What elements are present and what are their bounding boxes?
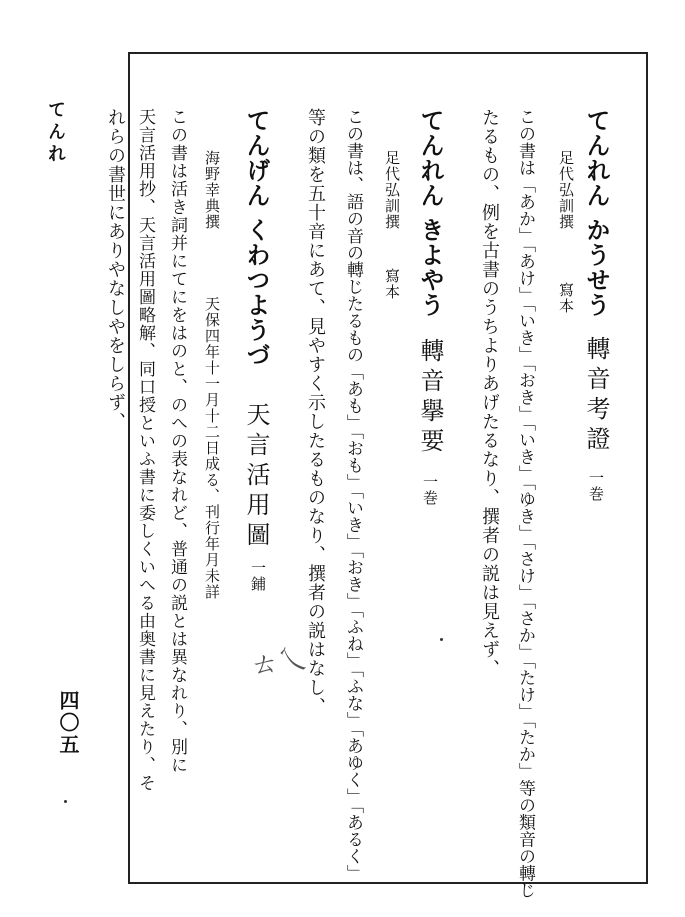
running-head: てんれ bbox=[45, 100, 66, 166]
entry-body-line: れらの書世にありやなしやをしらず、 bbox=[105, 108, 126, 431]
entry-format: 寫本 bbox=[383, 268, 401, 300]
handwritten-mark: ㄊ乀 bbox=[248, 641, 309, 682]
entry-body-line: この書は「あか」「あけ」「いき」「おき」「いき」「ゆき」「さけ」「さか」「たけ」「たか」等の類音の轉じ bbox=[515, 108, 535, 899]
entry-volumes: 一巻 bbox=[421, 474, 439, 506]
entry-body-line: たるもの、例を古書のうちよりあげたるなり、撰者の説は見えず、 bbox=[479, 108, 500, 678]
entry-body-line: 等の類を五十音にあて、見やすく示したるものなり、撰者の説はなし、 bbox=[305, 108, 326, 716]
entry-title: 轉音擧要 bbox=[416, 338, 444, 458]
entry-format: 寫本 bbox=[557, 282, 575, 314]
entry-volumes: 一鋪 bbox=[249, 560, 267, 592]
entry-volumes: 一巻 bbox=[587, 470, 605, 502]
ink-speck bbox=[64, 800, 67, 803]
entry-body-line: この書は、語の音の轉じたるもの「あも」「おも」「いき」「おき」「ふね」「ふな」「あゆく」「あるく」 bbox=[343, 108, 363, 882]
entry-body-line: 天言活用抄、天言活用圖略解、同口授といふ書に委しくいへる由奥書に見えたり、そ bbox=[135, 108, 155, 792]
entry-body-line: この書は活き詞并にてにをはのと、のへの表なれど、普通の説とは異なれり、別に bbox=[167, 108, 187, 774]
entry-heading: てんげん くわつようづ bbox=[242, 108, 271, 368]
entry-author: 海野幸典撰 bbox=[203, 150, 221, 230]
entry-author: 足代弘訓撰 bbox=[557, 150, 575, 230]
entry-heading: てんれん かうせう bbox=[582, 108, 611, 318]
entry-author: 足代弘訓撰 bbox=[383, 150, 401, 230]
entry-heading: てんれん きよやう bbox=[416, 108, 445, 318]
entry-date: 天保四年十一月十二日成る、刊行年月未詳 bbox=[203, 296, 221, 600]
ink-speck bbox=[440, 638, 443, 641]
entry-title: 天言活用圖 bbox=[242, 402, 270, 552]
page-number: 四〇五 bbox=[56, 690, 80, 756]
entry-title: 轉音考證 bbox=[582, 336, 610, 456]
